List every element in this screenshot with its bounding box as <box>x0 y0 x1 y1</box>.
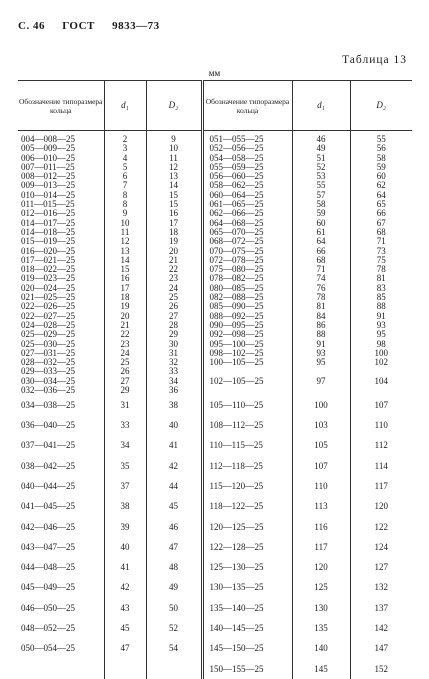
cell-designation-left: 041—045—25 <box>18 497 104 517</box>
cell-d1-left: 5 <box>104 163 146 172</box>
cell-d1-left: 33 <box>104 416 146 436</box>
cell-D2-left: 44 <box>146 477 202 497</box>
cell-D2-left: 18 <box>146 228 202 237</box>
cell-designation-left: 027—031—25 <box>18 349 104 358</box>
cell-designation-left: 010—014—25 <box>18 191 104 200</box>
cell-d1-left: 22 <box>104 330 146 339</box>
cell-d1-right: 71 <box>292 265 350 274</box>
cell-d1-right: 117 <box>292 537 350 557</box>
cell-D2-right: 62 <box>350 181 412 190</box>
cell-D2-right: 127 <box>350 558 412 578</box>
cell-designation-right <box>202 386 292 395</box>
table-row <box>18 497 412 517</box>
header-D2-right: D₂ <box>350 81 412 131</box>
cell-d1-left: 17 <box>104 284 146 293</box>
cell-D2-right: 137 <box>350 598 412 618</box>
cell-d1-right: 91 <box>292 340 350 349</box>
cell-designation-right: 075—080—25 <box>202 265 292 274</box>
cell-d1-right: 49 <box>292 144 350 153</box>
cell-designation-right: 070—075—25 <box>202 247 292 256</box>
cell-designation-left: 009—013—25 <box>18 181 104 190</box>
cell-d1-right: 120 <box>292 558 350 578</box>
cell-D2-left: 17 <box>146 219 202 228</box>
cell-d1-left: 14 <box>104 256 146 265</box>
cell-D2-left: 50 <box>146 598 202 618</box>
cell-D2-right: 66 <box>350 209 412 218</box>
table-row <box>18 131 412 145</box>
page-number: С. 46 <box>18 20 45 32</box>
table-row <box>18 436 412 456</box>
page-header <box>18 20 174 32</box>
cell-designation-left: 007—011—25 <box>18 163 104 172</box>
cell-designation-left: 034—038—25 <box>18 395 104 415</box>
cell-d1-left: 38 <box>104 497 146 517</box>
table-body <box>18 131 412 679</box>
cell-D2-left: 46 <box>146 517 202 537</box>
table-row <box>18 537 412 557</box>
cell-designation-right: 130—135—25 <box>202 578 292 598</box>
cell-designation-right: 085—090—25 <box>202 302 292 311</box>
header-d1-right: d₁ <box>292 81 350 131</box>
cell-d1-left: 42 <box>104 578 146 598</box>
cell-designation-left: 016—020—25 <box>18 247 104 256</box>
cell-designation-left: 042—046—25 <box>18 517 104 537</box>
cell-D2-right: 55 <box>350 131 412 145</box>
cell-D2-right: 59 <box>350 163 412 172</box>
cell-designation-left: 032—036—25 <box>18 386 104 395</box>
cell-designation-right: 135—140—25 <box>202 598 292 618</box>
cell-d1-left: 40 <box>104 537 146 557</box>
cell-designation-left: 025—030—25 <box>18 340 104 349</box>
cell-designation-right: 068—072—25 <box>202 237 292 246</box>
cell-d1-left: 37 <box>104 477 146 497</box>
table-row <box>18 639 412 659</box>
cell-designation-left: 038—042—25 <box>18 456 104 476</box>
cell-d1-right: 125 <box>292 578 350 598</box>
cell-d1-left: 39 <box>104 517 146 537</box>
cell-d1-left <box>104 659 146 679</box>
table-row <box>18 659 412 679</box>
cell-designation-right: 058—062—25 <box>202 181 292 190</box>
cell-D2-left: 9 <box>146 131 202 145</box>
cell-d1-right: 68 <box>292 256 350 265</box>
cell-D2-right: 112 <box>350 436 412 456</box>
cell-D2-right: 102 <box>350 358 412 367</box>
cell-D2-left: 23 <box>146 274 202 283</box>
cell-designation-left: 024—028—25 <box>18 321 104 330</box>
cell-d1-left: 47 <box>104 639 146 659</box>
cell-D2-right: 95 <box>350 330 412 339</box>
cell-d1-right: 78 <box>292 293 350 302</box>
cell-D2-left: 47 <box>146 537 202 557</box>
cell-D2-left: 38 <box>146 395 202 415</box>
cell-designation-right: 112—118—25 <box>202 456 292 476</box>
cell-d1-right: 95 <box>292 358 350 367</box>
cell-D2-left: 25 <box>146 293 202 302</box>
cell-D2-left: 34 <box>146 377 202 386</box>
cell-D2-right: 104 <box>350 377 412 386</box>
cell-designation-left: 030—034—25 <box>18 377 104 386</box>
table-row <box>18 558 412 578</box>
cell-designation-right: 054—058—25 <box>202 154 292 163</box>
table-row <box>18 598 412 618</box>
cell-d1-left: 8 <box>104 191 146 200</box>
cell-designation-left: 044—048—25 <box>18 558 104 578</box>
cell-D2-left: 13 <box>146 172 202 181</box>
cell-designation-left: 045—049—25 <box>18 578 104 598</box>
cell-d1-left: 13 <box>104 247 146 256</box>
cell-designation-left: 008—012—25 <box>18 172 104 181</box>
cell-d1-left: 26 <box>104 367 146 376</box>
cell-designation-left: 019—023—25 <box>18 274 104 283</box>
cell-D2-left: 36 <box>146 386 202 395</box>
table-row <box>18 386 412 395</box>
cell-D2-right: 81 <box>350 274 412 283</box>
cell-d1-left: 24 <box>104 349 146 358</box>
cell-d1-right: 135 <box>292 619 350 639</box>
cell-D2-right: 68 <box>350 228 412 237</box>
cell-d1-left: 34 <box>104 436 146 456</box>
cell-d1-right: 81 <box>292 302 350 311</box>
cell-d1-left: 2 <box>104 131 146 145</box>
cell-designation-left: 005—009—25 <box>18 144 104 153</box>
cell-d1-right: 84 <box>292 312 350 321</box>
cell-d1-left: 21 <box>104 321 146 330</box>
cell-d1-right: 140 <box>292 639 350 659</box>
cell-D2-right: 93 <box>350 321 412 330</box>
cell-D2-left: 26 <box>146 302 202 311</box>
cell-d1-right: 51 <box>292 154 350 163</box>
table-row <box>18 456 412 476</box>
cell-D2-left: 42 <box>146 456 202 476</box>
cell-D2-right: 58 <box>350 154 412 163</box>
table-row <box>18 517 412 537</box>
cell-designation-right: 055—059—25 <box>202 163 292 172</box>
cell-D2-left: 32 <box>146 358 202 367</box>
cell-d1-left: 41 <box>104 558 146 578</box>
cell-D2-left: 48 <box>146 558 202 578</box>
cell-D2-left: 19 <box>146 237 202 246</box>
cell-designation-left: 028—032—25 <box>18 358 104 367</box>
table-row <box>18 578 412 598</box>
cell-D2-right: 152 <box>350 659 412 679</box>
cell-D2-left: 49 <box>146 578 202 598</box>
cell-d1-left: 20 <box>104 312 146 321</box>
cell-designation-right: 122—128—25 <box>202 537 292 557</box>
cell-designation-right: 064—068—25 <box>202 219 292 228</box>
cell-designation-right: 118—122—25 <box>202 497 292 517</box>
cell-designation-left: 046—050—25 <box>18 598 104 618</box>
cell-D2-left: 15 <box>146 191 202 200</box>
cell-D2-right: 124 <box>350 537 412 557</box>
cell-d1-right: 52 <box>292 163 350 172</box>
cell-d1-right: 86 <box>292 321 350 330</box>
cell-d1-right <box>292 386 350 395</box>
cell-D2-right: 73 <box>350 247 412 256</box>
cell-designation-right: 052—056—25 <box>202 144 292 153</box>
cell-d1-right: 66 <box>292 247 350 256</box>
cell-designation-right: 145—150—25 <box>202 639 292 659</box>
cell-d1-right: 130 <box>292 598 350 618</box>
cell-designation-right: 108—112—25 <box>202 416 292 436</box>
cell-d1-left: 8 <box>104 200 146 209</box>
cell-D2-right: 75 <box>350 256 412 265</box>
cell-D2-left: 20 <box>146 247 202 256</box>
cell-D2-right: 107 <box>350 395 412 415</box>
cell-designation-right: 140—145—25 <box>202 619 292 639</box>
cell-designation-right: 060—064—25 <box>202 191 292 200</box>
cell-D2-right: 114 <box>350 456 412 476</box>
cell-D2-left: 10 <box>146 144 202 153</box>
cell-d1-left: 10 <box>104 219 146 228</box>
cell-designation-right: 100—105—25 <box>202 358 292 367</box>
cell-designation-right: 110—115—25 <box>202 436 292 456</box>
cell-d1-right: 145 <box>292 659 350 679</box>
cell-d1-right: 57 <box>292 191 350 200</box>
cell-d1-right: 59 <box>292 209 350 218</box>
cell-designation-right: 102—105—25 <box>202 377 292 386</box>
cell-designation-left: 020—024—25 <box>18 284 104 293</box>
cell-D2-left <box>146 659 202 679</box>
cell-designation-left: 022—026—25 <box>18 302 104 311</box>
cell-designation-left: 037—041—25 <box>18 436 104 456</box>
cell-d1-left: 35 <box>104 456 146 476</box>
cell-d1-left: 25 <box>104 358 146 367</box>
cell-D2-right: 100 <box>350 349 412 358</box>
cell-D2-right: 78 <box>350 265 412 274</box>
cell-d1-right: 55 <box>292 181 350 190</box>
cell-designation-left: 018—022—25 <box>18 265 104 274</box>
cell-designation-left: 021—025—25 <box>18 293 104 302</box>
cell-designation-right: 120—125—25 <box>202 517 292 537</box>
cell-designation-left: 036—040—25 <box>18 416 104 436</box>
cell-D2-right: 142 <box>350 619 412 639</box>
cell-d1-left: 45 <box>104 619 146 639</box>
cell-D2-right: 83 <box>350 284 412 293</box>
cell-d1-left: 12 <box>104 237 146 246</box>
cell-designation-left: 014—018—25 <box>18 228 104 237</box>
cell-d1-left: 27 <box>104 377 146 386</box>
cell-D2-right: 91 <box>350 312 412 321</box>
cell-designation-left: 014—017—25 <box>18 219 104 228</box>
cell-d1-right: 105 <box>292 436 350 456</box>
cell-D2-right: 64 <box>350 191 412 200</box>
cell-designation-right: 065—070—25 <box>202 228 292 237</box>
cell-designation-left: 040—044—25 <box>18 477 104 497</box>
cell-D2-left: 15 <box>146 200 202 209</box>
cell-D2-right: 132 <box>350 578 412 598</box>
cell-designation-left: 029—033—25 <box>18 367 104 376</box>
cell-designation-right: 062—066—25 <box>202 209 292 218</box>
cell-d1-left: 7 <box>104 181 146 190</box>
cell-D2-left: 33 <box>146 367 202 376</box>
cell-D2-right: 110 <box>350 416 412 436</box>
table-row <box>18 477 412 497</box>
standard-number: 9833—73 <box>112 20 160 32</box>
cell-designation-left: 022—027—25 <box>18 312 104 321</box>
header-designation-right: Обозначение типоразмера кольца <box>202 81 292 131</box>
cell-designation-left: 050—054—25 <box>18 639 104 659</box>
cell-d1-right: 88 <box>292 330 350 339</box>
cell-D2-left: 29 <box>146 330 202 339</box>
cell-D2-right: 60 <box>350 172 412 181</box>
cell-d1-right: 53 <box>292 172 350 181</box>
cell-D2-left: 28 <box>146 321 202 330</box>
cell-d1-left: 3 <box>104 144 146 153</box>
cell-d1-right: 107 <box>292 456 350 476</box>
cell-D2-right: 98 <box>350 340 412 349</box>
cell-d1-right: 58 <box>292 200 350 209</box>
cell-d1-left: 11 <box>104 228 146 237</box>
cell-D2-left: 27 <box>146 312 202 321</box>
cell-d1-left: 31 <box>104 395 146 415</box>
cell-designation-right: 078—082—25 <box>202 274 292 283</box>
cell-D2-left: 52 <box>146 619 202 639</box>
cell-designation-left: 048—052—25 <box>18 619 104 639</box>
header-d1-left: d₁ <box>104 81 146 131</box>
cell-d1-left: 16 <box>104 274 146 283</box>
cell-designation-left: 004—008—25 <box>18 131 104 145</box>
cell-D2-left: 12 <box>146 163 202 172</box>
cell-D2-right: 122 <box>350 517 412 537</box>
cell-designation-left: 017—021—25 <box>18 256 104 265</box>
cell-D2-right: 56 <box>350 144 412 153</box>
header-designation-left: Обозначение типоразмера кольца <box>18 81 104 131</box>
cell-D2-left: 21 <box>146 256 202 265</box>
cell-d1-right: 61 <box>292 228 350 237</box>
cell-d1-right: 64 <box>292 237 350 246</box>
cell-d1-left: 23 <box>104 340 146 349</box>
cell-D2-right: 67 <box>350 219 412 228</box>
cell-d1-right: 103 <box>292 416 350 436</box>
cell-D2-right: 71 <box>350 237 412 246</box>
cell-D2-right: 85 <box>350 293 412 302</box>
cell-designation-right: 105—110—25 <box>202 395 292 415</box>
cell-d1-left: 9 <box>104 209 146 218</box>
cell-designation-right: 095—100—25 <box>202 340 292 349</box>
cell-d1-right: 113 <box>292 497 350 517</box>
cell-D2-right: 147 <box>350 639 412 659</box>
cell-designation-right: 125—130—25 <box>202 558 292 578</box>
dimensions-table <box>18 80 412 679</box>
cell-designation-right: 051—055—25 <box>202 131 292 145</box>
cell-d1-left: 6 <box>104 172 146 181</box>
cell-d1-left: 4 <box>104 154 146 163</box>
cell-designation-right: 092—098—25 <box>202 330 292 339</box>
cell-D2-right <box>350 386 412 395</box>
table-row <box>18 395 412 415</box>
cell-d1-right: 97 <box>292 377 350 386</box>
cell-D2-left: 40 <box>146 416 202 436</box>
cell-D2-left: 22 <box>146 265 202 274</box>
cell-designation-right: 088—092—25 <box>202 312 292 321</box>
units-label: мм <box>0 68 429 78</box>
cell-d1-left: 19 <box>104 302 146 311</box>
cell-designation-left: 011—015—25 <box>18 200 104 209</box>
table-title: Таблица 13 <box>342 54 407 66</box>
cell-designation-right: 098—102—25 <box>202 349 292 358</box>
cell-designation-left: 025—029—25 <box>18 330 104 339</box>
cell-D2-left: 30 <box>146 340 202 349</box>
cell-d1-right: 110 <box>292 477 350 497</box>
cell-d1-right: 46 <box>292 131 350 145</box>
table-header-row <box>18 81 412 131</box>
cell-d1-left: 43 <box>104 598 146 618</box>
cell-D2-right: 120 <box>350 497 412 517</box>
cell-D2-right: 65 <box>350 200 412 209</box>
cell-D2-left: 31 <box>146 349 202 358</box>
cell-D2-left: 16 <box>146 209 202 218</box>
cell-designation-left: 012—016—25 <box>18 209 104 218</box>
cell-D2-left: 24 <box>146 284 202 293</box>
cell-d1-right: 76 <box>292 284 350 293</box>
cell-designation-right: 115—120—25 <box>202 477 292 497</box>
cell-d1-right: 93 <box>292 349 350 358</box>
table-row <box>18 416 412 436</box>
cell-D2-left: 14 <box>146 181 202 190</box>
cell-designation-left: 043—047—25 <box>18 537 104 557</box>
header-D2-left: D₂ <box>146 81 202 131</box>
cell-D2-right: 88 <box>350 302 412 311</box>
cell-d1-right: 116 <box>292 517 350 537</box>
cell-d1-right: 60 <box>292 219 350 228</box>
cell-designation-right: 061—065—25 <box>202 200 292 209</box>
cell-d1-right: 100 <box>292 395 350 415</box>
table-row <box>18 377 412 386</box>
cell-d1-left: 29 <box>104 386 146 395</box>
table-row <box>18 358 412 367</box>
cell-designation-left: 015—019—25 <box>18 237 104 246</box>
cell-designation-left <box>18 659 104 679</box>
cell-D2-left: 45 <box>146 497 202 517</box>
standard-label: ГОСТ <box>62 20 95 32</box>
cell-designation-right: 082—088—25 <box>202 293 292 302</box>
cell-designation-right: 090—095—25 <box>202 321 292 330</box>
cell-d1-left: 18 <box>104 293 146 302</box>
cell-d1-left: 15 <box>104 265 146 274</box>
cell-designation-right: 056—060—25 <box>202 172 292 181</box>
cell-D2-left: 54 <box>146 639 202 659</box>
cell-designation-left: 006—010—25 <box>18 154 104 163</box>
cell-designation-right: 150—155—25 <box>202 659 292 679</box>
cell-D2-right: 117 <box>350 477 412 497</box>
cell-D2-left: 11 <box>146 154 202 163</box>
cell-designation-right: 080—085—25 <box>202 284 292 293</box>
cell-d1-right: 74 <box>292 274 350 283</box>
cell-designation-right: 072—078—25 <box>202 256 292 265</box>
cell-D2-left: 41 <box>146 436 202 456</box>
